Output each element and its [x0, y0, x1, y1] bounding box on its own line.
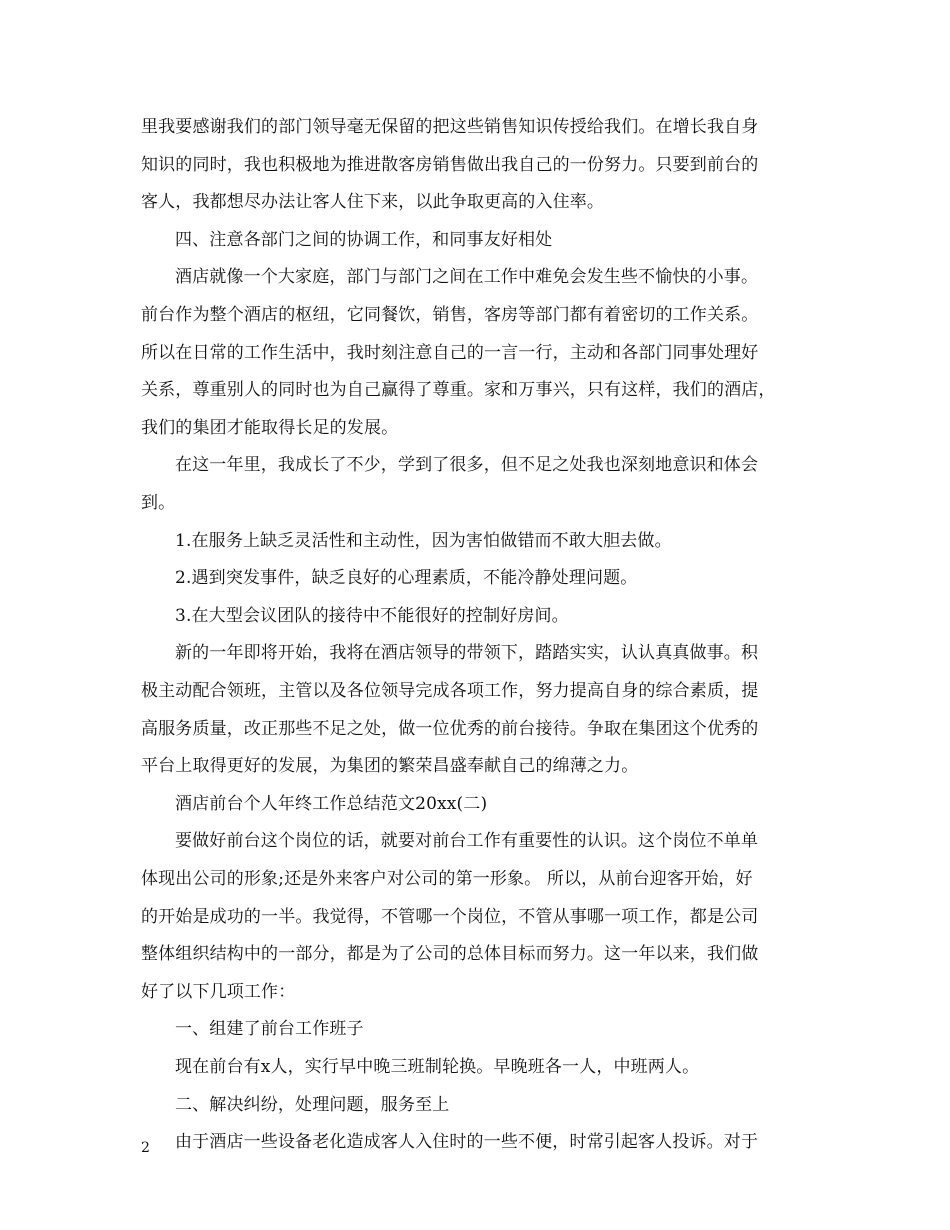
- text-line: 我们的集团才能取得长足的发展。: [141, 418, 399, 438]
- text-line: 客人，我都想尽办法让客人住下来，以此争取更高的入住率。: [141, 192, 605, 212]
- text-line: 里我要感谢我们的部门领导毫无保留的把这些销售知识传授给我们。在增长我自身: [141, 117, 759, 137]
- text-line: 体现出公司的形象;还是外来客户对公司的第一形象。 所以，从前台迎客开始，好: [141, 869, 753, 889]
- page-number: 2: [141, 1140, 150, 1156]
- text-line: 要做好前台这个岗位的话，就要对前台工作有重要性的认识。这个岗位不单单: [175, 831, 759, 851]
- text-line: 前台作为整个酒店的枢纽，它同餐饮，销售，客房等部门都有着密切的工作关系。: [141, 305, 759, 325]
- text-line: 到。: [141, 493, 176, 513]
- text-line: 高服务质量，改正那些不足之处，做一位优秀的前台接待。争取在集团这个优秀的: [141, 719, 759, 739]
- text-line: 酒店就像一个大家庭，部门与部门之间在工作中难免会发生些不愉快的小事。: [175, 267, 759, 287]
- text-line: 一、组建了前台工作班子: [175, 1019, 364, 1039]
- text-line: 四、注意各部门之间的协调工作，和同事友好相处: [175, 230, 553, 250]
- text-line: 平台上取得更好的发展，为集团的繁荣昌盛奉献自己的绵薄之力。: [141, 756, 639, 776]
- text-line: 极主动配合领班，主管以及各位领导完成各项工作，努力提高自身的综合素质，提: [141, 681, 759, 701]
- text-line: 二、解决纠纷，处理问题，服务至上: [175, 1095, 450, 1115]
- text-line: 现在前台有x人，实行早中晚三班制轮换。早晚班各一人，中班两人。: [175, 1057, 700, 1077]
- text-line: 2.遇到突发事件，缺乏良好的心理素质，不能冷静处理问题。: [175, 568, 638, 588]
- text-line: 好了以下几项工作：: [141, 982, 296, 1002]
- text-line: 3.在大型会议团队的接待中不能很好的控制好房间。: [175, 606, 569, 626]
- text-line: 知识的同时，我也积极地为推进散客房销售做出我自己的一份努力。只要到前台的: [141, 155, 759, 175]
- text-line: 关系，尊重别人的同时也为自己赢得了尊重。家和万事兴，只有这样，我们的酒店，: [141, 380, 776, 400]
- text-line: 整体组织结构中的一部分，都是为了公司的总体目标而努力。这一年以来，我们做: [141, 944, 759, 964]
- text-line: 新的一年即将开始，我将在酒店领导的带领下，踏踏实实，认认真真做事。积: [175, 643, 759, 663]
- text-line: 1.在服务上缺乏灵活性和主动性，因为害怕做错而不敢大胆去做。: [175, 531, 672, 551]
- text-line: 的开始是成功的一半。我觉得，不管哪一个岗位，不管从事哪一项工作，都是公司: [141, 907, 759, 927]
- text-line: 所以在日常的工作生活中，我时刻注意自己的一言一行，主动和各部门同事处理好: [141, 343, 759, 363]
- text-line: 在这一年里，我成长了不少，学到了很多，但不足之处我也深刻地意识和体会: [175, 455, 759, 475]
- text-line: 酒店前台个人年终工作总结范文20xx(二): [175, 794, 488, 814]
- text-line: 由于酒店一些设备老化造成客人入住时的一些不便，时常引起客人投诉。对于: [175, 1132, 759, 1152]
